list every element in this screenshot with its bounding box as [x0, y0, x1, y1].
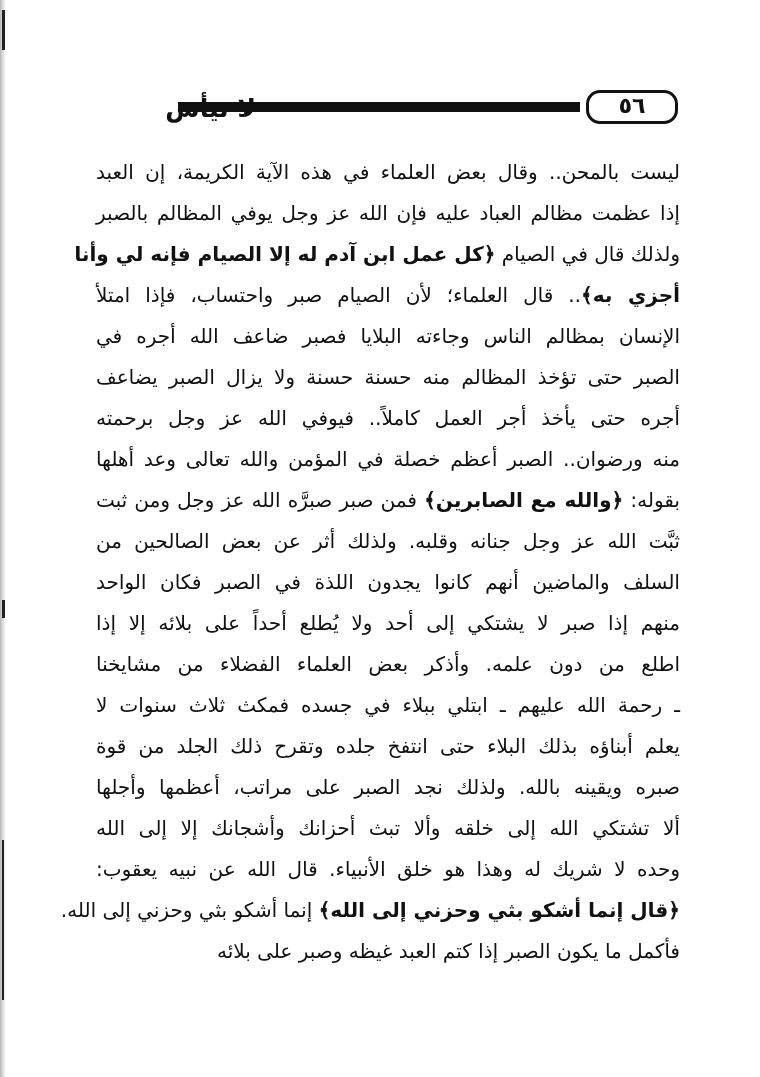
text-segment: .. قال العلماء؛ لأن الصيام صبر واحتساب، فإذا امتلأ: [96, 283, 581, 307]
scan-edge-mark: [2, 840, 4, 1000]
page-number-frame: [586, 90, 678, 124]
quran-quote: ﴿والله مع الصابرين﴾: [424, 488, 624, 512]
text-line: [96, 439, 680, 480]
text-line: [96, 316, 680, 357]
text-line: [96, 275, 680, 316]
quran-quote: أجزي به﴾: [581, 283, 680, 307]
text-segment: وحده لا شريك له وهذا هو خلق الأنبياء. قال الله عن نبيه يعقوب:: [96, 857, 680, 881]
text-line: [96, 603, 680, 644]
text-line: [96, 562, 680, 603]
text-segment: صبره ويقينه بالله. ولذلك نجد الصبر على مراتب، أعظمها وأجلها: [96, 775, 680, 799]
text-line: [96, 931, 680, 972]
running-header: [80, 90, 678, 130]
text-segment: ثبَّت الله عز وجل جنانه وقلبه. ولذلك أثر عن بعض الصالحين من: [96, 529, 680, 553]
text-segment: منه ورضوان.. الصبر أعظم خصلة في المؤمن والله تعالى وعد أهلها: [96, 447, 680, 471]
text-line: [96, 193, 680, 234]
body-text: [60, 152, 680, 972]
scan-edge-mark: [2, 10, 5, 50]
text-segment: الصبر حتى تؤخذ المظالم منه حسنة حسنة ولا يزال الصبر يضاعف: [96, 365, 680, 389]
text-segment: الإنسان بمظالم الناس وجاءته البلايا فصبر ضاعف الله أجره في: [96, 324, 680, 348]
text-segment: بقوله:: [623, 488, 680, 512]
scan-edge-mark: [2, 600, 5, 618]
text-segment: السلف والماضين أنهم كانوا يجدون اللذة في الصبر فكان الواحد: [96, 570, 680, 594]
text-line: [74, 234, 680, 275]
text-line: [96, 644, 680, 685]
text-line: [96, 726, 680, 767]
running-title: لا تيأس: [165, 94, 256, 123]
text-line: [96, 480, 680, 521]
text-segment: إنما أشكو بثي وحزني إلى الله.: [60, 898, 319, 922]
text-segment: أجره حتى يأخذ أجر العمل كاملاً.. فيوفي الله عز وجل برحمته: [96, 406, 680, 430]
text-segment: اطلع من دون علمه. وأذكر بعض العلماء الفضلاء من مشايخنا: [96, 652, 680, 676]
text-segment: ولذلك قال في الصيام: [495, 242, 680, 266]
text-line: [96, 521, 680, 562]
text-segment: يعلم أبناؤه بذلك البلاء حتى انتفخ جلده وتقرح ذلك الجلد من قوة: [96, 734, 680, 758]
quran-quote: ﴿كل عمل ابن آدم له إلا الصيام فإنه لي وأنا: [74, 242, 496, 266]
text-line: [96, 849, 680, 890]
text-line: [96, 398, 680, 439]
text-line: [96, 685, 680, 726]
text-line: [96, 767, 680, 808]
text-segment: ليست بالمحن.. وقال بعض العلماء في هذه الآية الكريمة، إن العبد: [96, 160, 680, 184]
text-line: [96, 152, 680, 193]
text-line: [96, 808, 680, 849]
text-segment: إذا عظمت مظالم العباد عليه فإن الله عز وجل يوفي المظالم بالصبر: [96, 201, 680, 225]
page-number: ٥٦: [618, 94, 646, 119]
text-segment: ـ رحمة الله عليهم ـ ابتلي ببلاء في جسده فمكث ثلاث سنوات لا: [96, 693, 680, 717]
text-segment: فمن صبر صبرَّه الله عز وجل ومن ثبت: [96, 488, 425, 512]
text-segment: فأكمل ما يكون الصبر إذا كتم العبد غيظه وصبر على بلائه: [216, 939, 680, 963]
text-line: [60, 890, 680, 931]
quran-quote: ﴿قال إنما أشكو بثي وحزني إلى الله﴾: [318, 898, 680, 922]
text-segment: ألا تشتكي الله إلى خلقه وألا تبث أحزانك وأشجانك إلا إلى الله: [96, 816, 680, 840]
text-segment: منهم إذا صبر لا يشتكي إلى أحد ولا يُطلع أحداً على بلائه إلا إذا: [96, 611, 680, 635]
text-line: [96, 357, 680, 398]
